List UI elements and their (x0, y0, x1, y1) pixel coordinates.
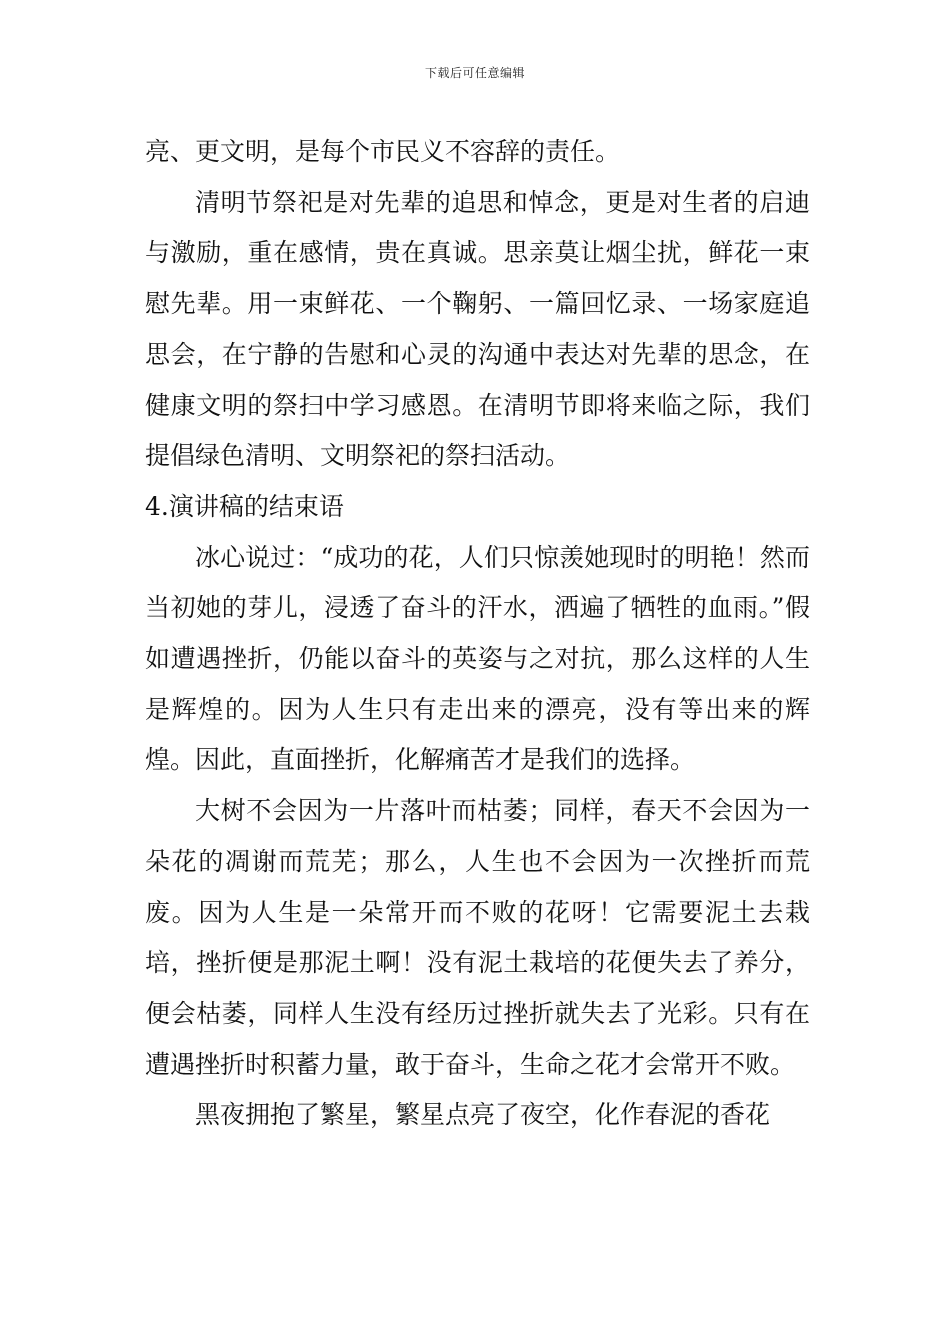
paragraph-big-tree: 大树不会因为一片落叶而枯萎；同样，春天不会因为一朵花的凋谢而荒芜；那么，人生也不会因为一次挫折而荒废。因为人生是一朵常开而不败的花呀！它需要泥土去栽培，挫折便是那泥土啊！没有泥土栽培的花便失去了养分，便会枯萎，同样人生没有经历过挫折就失去了光彩。只有在遭遇挫折时积蓄力量，敢于奋斗，生命之花才会常开不败。 (145, 796, 810, 1079)
page-header: 下载后可任意编辑 (424, 66, 525, 80)
paragraph-qingming: 清明节祭祀是对先辈的追思和悼念，更是对生者的启迪与激励，重在感情，贵在真诚。思亲莫让烟尘扰，鲜花一束慰先辈。用一束鲜花、一个鞠躬、一篇回忆录、一场家庭追思会，在宁静的告慰和心灵的沟通中表达对先辈的思念，在健康文明的祭扫中学习感恩。在清明节即将来临之际，我们提倡绿色清明、文明祭祀的祭扫活动。 (145, 187, 810, 471)
paragraph-bingxin-quote: 冰心说过：“成功的花，人们只惊羡她现时的明艳！然而当初她的芽儿，浸透了奋斗的汗水，洒遍了牺牲的血雨。”假如遭遇挫折，仍能以奋斗的英姿与之对抗，那么这样的人生是辉煌的。因为人生只有走出来的漂亮，没有等出来的辉煌。因此，直面挫折，化解痛苦才是我们的选择。 (145, 542, 810, 775)
paragraph-night-stars: 黑夜拥抱了繁星，繁星点亮了夜空，化作春泥的香花 (195, 1100, 771, 1130)
paragraph-continuation: 亮、更文明，是每个市民义不容辞的责任。 (145, 137, 621, 166)
section-heading: 4.演讲稿的结束语 (145, 491, 344, 521)
document-body (145, 127, 810, 1141)
